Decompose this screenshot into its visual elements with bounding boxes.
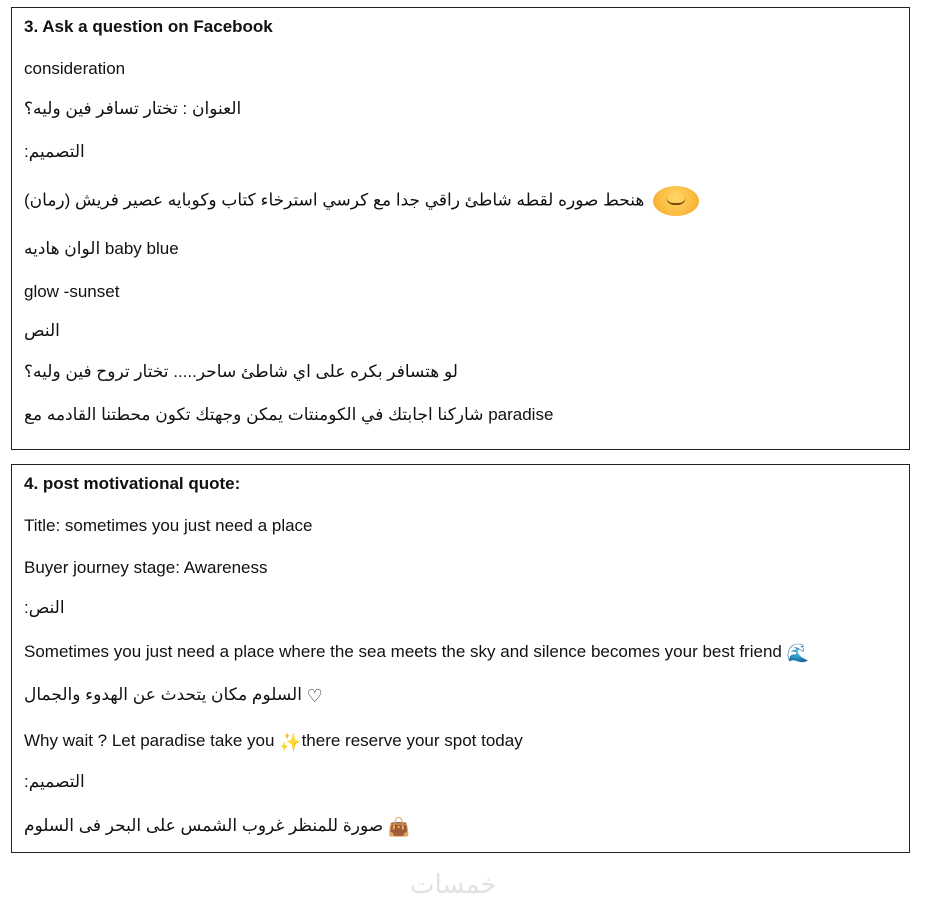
section-3-text-line2: [24, 404, 553, 426]
handbag-icon: 👜: [387, 816, 411, 837]
section-4-cta-part2: there reserve your spot today: [301, 731, 523, 750]
section-4-heading: 4. post motivational quote:: [24, 474, 241, 493]
section-4-design-desc: صورة للمنظر غروب الشمس على البحر فى السلوم: [24, 816, 384, 835]
section-4-cta-part1: Why wait ? Let paradise take you: [24, 731, 275, 750]
section-4-design-row: [24, 815, 410, 837]
section-4-design-label: التصميم:: [24, 772, 85, 791]
section-4-title: Title: sometimes you just need a place: [24, 516, 313, 535]
section-4-quote-ar: السلوم مكان يتحدث عن الهدوء والجمال: [24, 685, 302, 704]
section-4-cta-row: [24, 730, 523, 752]
wave-icon: 🌊: [786, 642, 810, 663]
section-4-quote-en: Sometimes you just need a place where the sea meets the sky and silence becomes your best friend: [24, 642, 782, 661]
section-3-colors-ar: الوان هاديه: [24, 239, 101, 258]
section-4-text-label: النص:: [24, 598, 65, 617]
section-3-text-line1: لو هتسافر بكره على اي شاطئ ساحر..... تختار تروح فين وليه؟: [24, 362, 458, 381]
section-3-design-desc: هنحط صوره لقطه شاطئ راقي جدا مع كرسي استرخاء كتاب وكوبايه عصير فريش (رمان): [24, 190, 645, 210]
sparkle-icon: ✨: [279, 731, 302, 752]
section-3-title: العنوان : تختار تسافر فين وليه؟: [24, 99, 242, 118]
section-3-design-label: التصميم:: [24, 142, 85, 161]
section-4-stage: Buyer journey stage: Awareness: [24, 558, 268, 577]
section-3-box: [11, 7, 910, 450]
section-3-colors-row: [24, 238, 179, 260]
section-3-colors2: glow -sunset: [24, 282, 120, 301]
section-4-quote-ar-row: [24, 684, 323, 706]
section-3-text-line2-en: paradise: [488, 405, 554, 424]
section-4-quote-en-row: [24, 641, 809, 663]
section-3-text-label: النص: [24, 321, 60, 340]
section-3-stage: consideration: [24, 59, 126, 78]
section-3-design-row: [24, 186, 699, 216]
section-4-box: [11, 464, 910, 853]
section-3-heading: 3. Ask a question on Facebook: [24, 17, 273, 36]
smiling-face-icon: [653, 186, 699, 216]
section-3-colors-en: baby blue: [104, 239, 179, 258]
khamsat-watermark: خمسات: [410, 870, 497, 900]
heart-icon: ♡: [306, 685, 323, 706]
section-3-text-line2-ar: شاركنا اجابتك في الكومنتات يمكن وجهتك تكون محطتنا القادمه مع: [24, 405, 484, 424]
